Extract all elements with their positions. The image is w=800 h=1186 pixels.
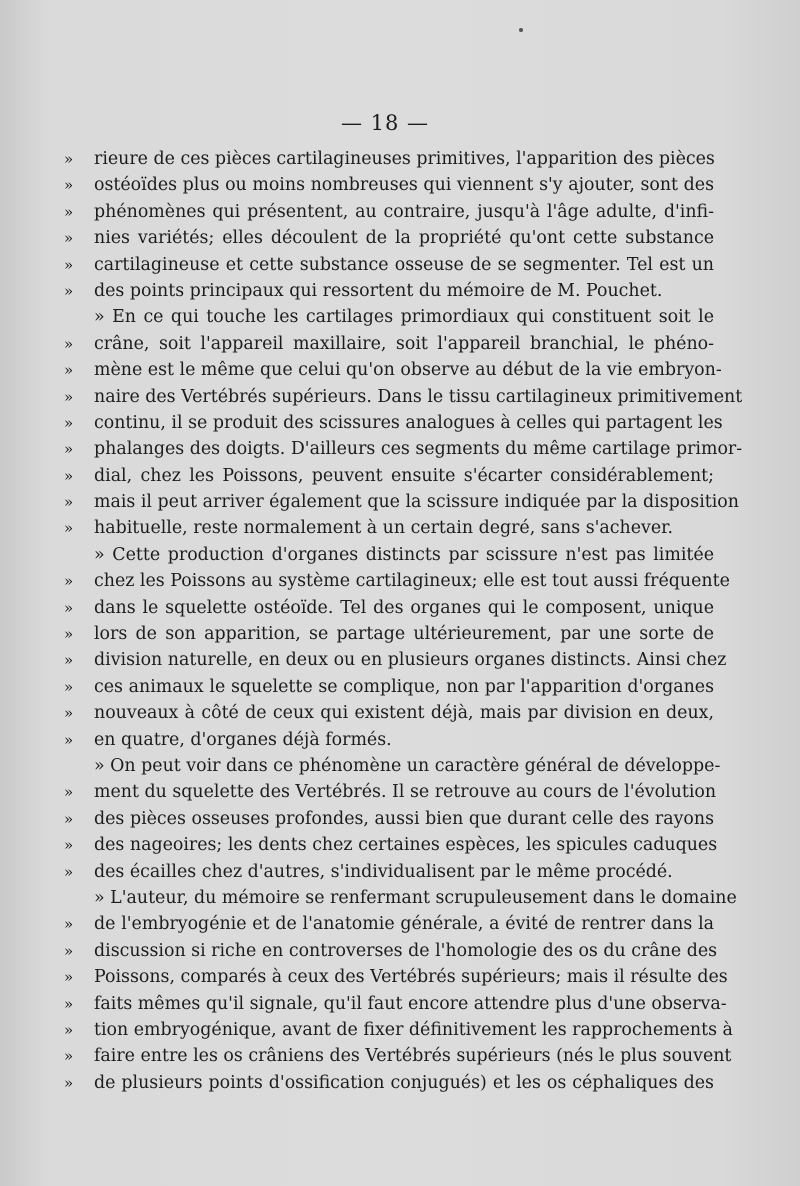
text-line xyxy=(64,779,717,805)
quote-mark: » xyxy=(64,730,74,749)
quote-mark: » xyxy=(64,493,74,512)
quote-mark: » xyxy=(64,941,74,960)
line-text: division naturelle, en deux ou en plusieurs organes distincts. Ainsi chez xyxy=(94,650,727,671)
text-line xyxy=(64,172,714,198)
line-text: ostéoïdes plus ou moins nombreuses qui viennent s'y ajouter, sont des xyxy=(94,175,714,196)
text-line xyxy=(64,252,714,278)
line-text: phénomènes qui présentent, au contraire, jusqu'à l'âge adulte, d'infi- xyxy=(94,201,714,222)
quote-mark: » xyxy=(64,915,74,934)
text-line xyxy=(64,278,714,304)
quote-mark: » xyxy=(64,229,74,248)
quote-mark: » xyxy=(64,519,74,538)
quote-mark: » xyxy=(64,361,74,380)
line-text: mène est le même que celui qu'on observe au début de la vie embryon- xyxy=(94,360,722,381)
quote-mark: » xyxy=(64,281,74,300)
quote-mark: » xyxy=(64,651,74,670)
text-line xyxy=(64,1043,732,1069)
quote-mark: » xyxy=(64,150,74,168)
line-text: habituelle, reste normalement à un certain degré, sans s'achever. xyxy=(94,518,674,539)
quote-mark: » xyxy=(64,413,74,432)
line-text: » On peut voir dans ce phénomène un caractère général de développe- xyxy=(94,755,721,776)
text-line xyxy=(64,542,714,568)
quote-mark: » xyxy=(64,677,74,696)
text-line xyxy=(64,938,718,964)
quote-mark: » xyxy=(64,1047,74,1066)
line-text: ment du squelette des Vertébrés. Il se retrouve au cours de l'évolution xyxy=(94,782,717,803)
line-text: chez les Poissons au système cartilagineux; elle est tout aussi fréquente xyxy=(94,571,730,592)
line-text: des écailles chez d'autres, s'individualisent par le même procédé. xyxy=(94,861,673,882)
quote-mark: » xyxy=(64,1020,74,1039)
quote-mark: » xyxy=(64,598,74,617)
text-line xyxy=(64,647,727,673)
text-line xyxy=(64,753,721,779)
text-line xyxy=(64,991,727,1017)
quote-mark: » xyxy=(64,994,74,1013)
quote-mark: » xyxy=(64,334,74,353)
quote-mark: » xyxy=(64,809,74,828)
line-text: discussion si riche en controverses de l'homologie des os du crâne des xyxy=(94,940,718,961)
ink-speck xyxy=(519,28,523,32)
quote-mark: » xyxy=(64,862,74,881)
text-line xyxy=(64,911,714,937)
text-line xyxy=(64,463,714,489)
line-text: cartilagineuse et cette substance osseuse de se segmenter. Tel est un xyxy=(94,254,714,275)
quote-mark: » xyxy=(64,572,74,591)
line-text: nouveaux à côté de ceux qui existent déjà, mais par division en deux, xyxy=(94,703,714,724)
line-text: tion embryogénique, avant de fixer définitivement les rapprochements à xyxy=(94,1019,733,1040)
text-line xyxy=(64,727,714,753)
text-line xyxy=(64,832,718,858)
line-text: mais il peut arriver également que la scissure indiquée par la disposition xyxy=(94,492,739,513)
line-text: des pièces osseuses profondes, aussi bien que durant celle des rayons xyxy=(94,808,714,829)
line-text: de plusieurs points d'ossification conjugués) et les os céphaliques des xyxy=(94,1072,714,1093)
page-number: — 18 — xyxy=(340,111,430,135)
line-text: des nageoires; les dents chez certaines espèces, les spicules caduques xyxy=(94,835,718,856)
text-line xyxy=(64,515,714,541)
line-text: Poissons, comparés à ceux des Vertébrés supérieurs; mais il résulte des xyxy=(94,967,728,988)
quote-mark: » xyxy=(64,968,74,987)
line-text: en quatre, d'organes déjà formés. xyxy=(94,729,392,750)
text-line xyxy=(64,331,714,357)
quote-mark: » xyxy=(64,1073,74,1092)
quote-mark: » xyxy=(64,387,74,406)
line-text: dial, chez les Poissons, peuvent ensuite s'écarter considérablement; xyxy=(94,465,714,486)
text-line xyxy=(64,489,739,515)
text-line xyxy=(64,595,714,621)
quote-mark: » xyxy=(64,202,74,221)
line-text: faire entre les os crâniens des Vertébrés supérieurs (nés le plus souvent xyxy=(94,1046,732,1067)
text-line xyxy=(64,146,714,172)
line-text: ces animaux le squelette se complique, non par l'apparition d'organes xyxy=(94,676,714,697)
line-text: » En ce qui touche les cartilages primordiaux qui constituent soit le xyxy=(94,307,714,328)
text-line xyxy=(64,199,714,225)
text-line xyxy=(64,1070,714,1096)
quote-mark: » xyxy=(64,255,74,274)
line-text: phalanges des doigts. D'ailleurs ces segments du même cartilage primor- xyxy=(94,439,743,460)
line-text: dans le squelette ostéoïde. Tel des organes qui le composent, unique xyxy=(94,597,714,618)
text-line xyxy=(64,568,730,594)
line-text: nies variétés; elles découlent de la propriété qu'ont cette substance xyxy=(94,228,714,249)
quote-mark: » xyxy=(64,625,74,644)
line-text: de l'embryogénie et de l'anatomie générale, a évité de rentrer dans la xyxy=(94,914,714,935)
line-text: » Cette production d'organes distincts par scissure n'est pas limitée xyxy=(94,544,714,565)
quote-mark: » xyxy=(64,176,74,195)
text-line xyxy=(64,964,728,990)
text-line xyxy=(64,885,737,911)
text-line xyxy=(64,384,743,410)
text-line xyxy=(64,410,723,436)
quote-mark: » xyxy=(64,466,74,485)
line-text: rieure de ces pièces cartilagineuses primitives, l'apparition des pièces xyxy=(94,149,715,169)
text-line xyxy=(64,806,714,832)
line-text: » L'auteur, du mémoire se renfermant scrupuleusement dans le domaine xyxy=(94,887,737,908)
text-line xyxy=(64,859,714,885)
quote-mark: » xyxy=(64,836,74,855)
quote-mark: » xyxy=(64,704,74,723)
text-line xyxy=(64,225,714,251)
text-line xyxy=(64,621,714,647)
line-text: crâne, soit l'appareil maxillaire, soit l'appareil branchial, le phéno- xyxy=(94,333,714,354)
text-line xyxy=(64,304,714,330)
body-text xyxy=(64,146,743,1096)
line-text: lors de son apparition, se partage ultérieurement, par une sorte de xyxy=(94,624,714,645)
text-line xyxy=(64,436,743,462)
line-text: naire des Vertébrés supérieurs. Dans le tissu cartilagineux primitivement xyxy=(94,386,743,407)
line-text: des points principaux qui ressortent du mémoire de M. Pouchet. xyxy=(94,280,663,301)
quote-mark: » xyxy=(64,440,74,459)
line-text: faits mêmes qu'il signale, qu'il faut encore attendre plus d'une observa- xyxy=(94,993,727,1014)
quote-mark: » xyxy=(64,783,74,802)
text-line xyxy=(64,357,722,383)
line-text: continu, il se produit des scissures analogues à celles qui partagent les xyxy=(94,412,723,433)
text-line xyxy=(64,674,714,700)
text-line xyxy=(64,1017,733,1043)
text-line xyxy=(64,700,714,726)
